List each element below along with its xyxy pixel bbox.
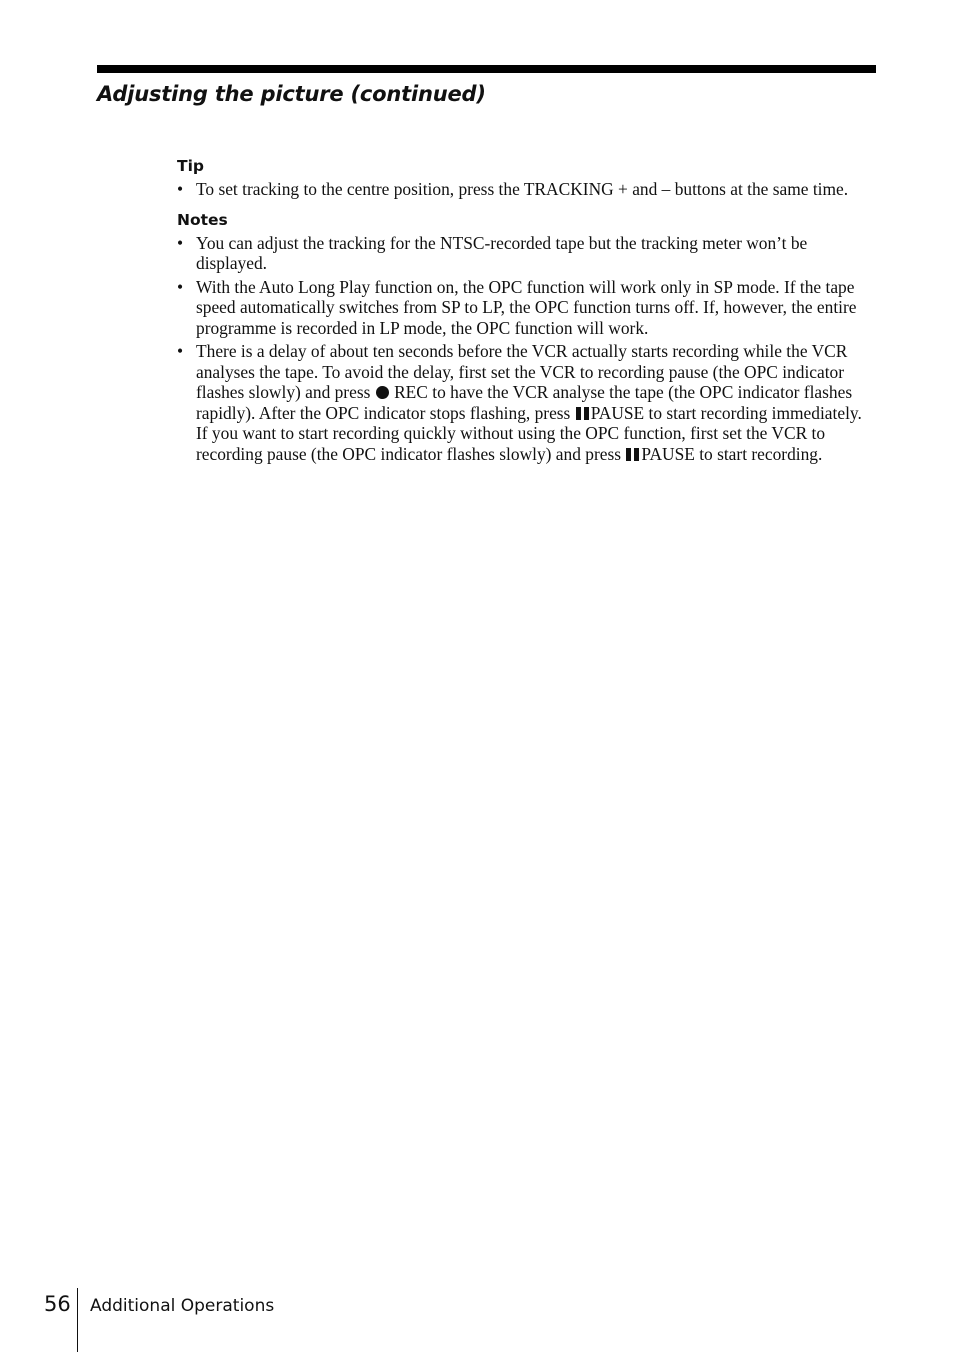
tip-heading: Tip xyxy=(177,157,204,175)
note-text: PAUSE to start recording immediately. If you want to start recording quickly without using the OPC function, first set the VCR to recording pause (the OPC indicator flashes slowly) and press xyxy=(196,402,862,464)
note-item-auto-long-play: • With the Auto Long Play function on, the OPC function will work only in SP mode. If the tape speed automatically switches from SP to LP, the OPC function turns off. If, however, the entire programme is recorded in LP mode, the OPC function will work. xyxy=(177,277,877,339)
tip-item: • To set tracking to the centre position, press the TRACKING + and – buttons at the same time. xyxy=(177,179,877,200)
pause-icon xyxy=(576,407,589,420)
main-content xyxy=(177,156,877,467)
pause-icon xyxy=(626,448,639,461)
notes-list xyxy=(177,233,877,465)
note-text: REC to have the VCR analyse the tape (the OPC indicator flashes rapidly). After the OPC indicator stops flashing, press xyxy=(196,382,853,423)
top-rule xyxy=(97,65,876,73)
page-title: Adjusting the picture (continued) xyxy=(97,82,486,106)
page-number: 56 xyxy=(44,1292,71,1316)
note-item-tracking: • You can adjust the tracking for the NTSC-recorded tape but the tracking meter won’t be displayed. xyxy=(177,233,877,274)
footer-divider xyxy=(77,1288,78,1352)
note-text: PAUSE to start recording. xyxy=(641,443,823,464)
footer-section-title: Additional Operations xyxy=(90,1296,275,1316)
tip-list xyxy=(177,179,877,200)
notes-heading: Notes xyxy=(177,210,228,229)
note-text: There is a delay of about ten seconds before the VCR actually starts recording while the VCR analyses the tape. To avoid the delay, first set the VCR to recording pause (the OPC indicator flashes slowly) and press xyxy=(196,341,848,402)
record-icon xyxy=(376,386,389,399)
note-item-opc-delay xyxy=(177,341,877,464)
